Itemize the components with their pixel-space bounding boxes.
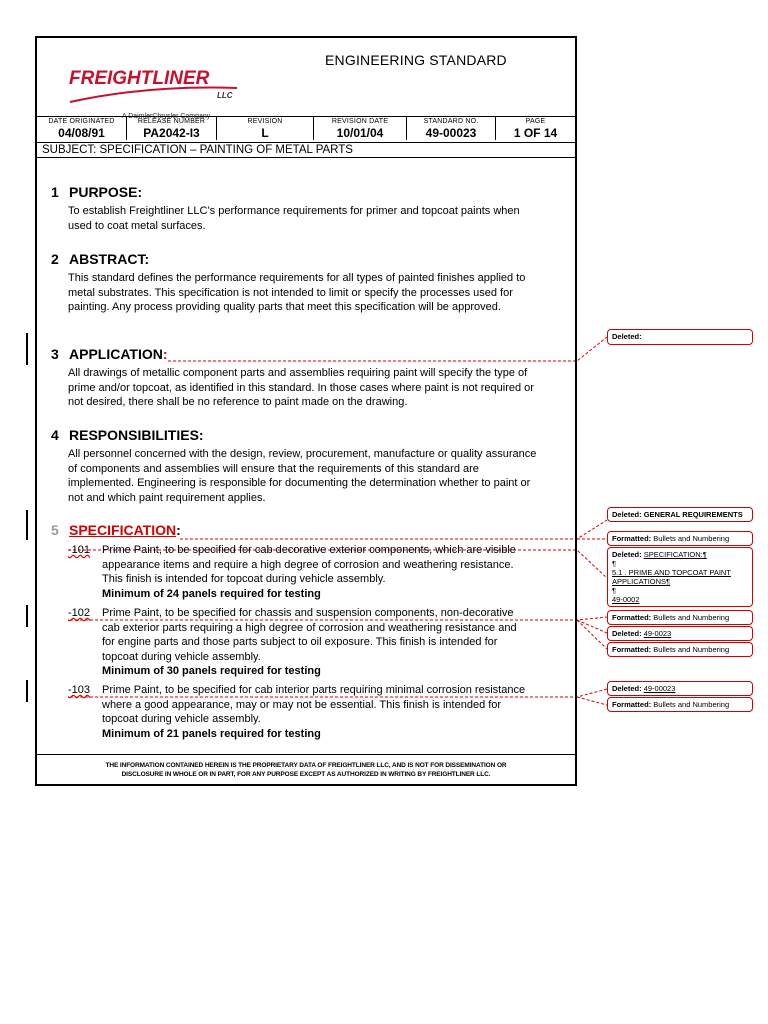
comment-balloon-formatted[interactable]: Formatted: Bullets and Numbering [607, 697, 753, 712]
comment-balloon-formatted[interactable]: Formatted: Bullets and Numbering [607, 531, 753, 546]
header-info-table [37, 116, 575, 140]
change-bar [26, 333, 28, 365]
label-revision-date: REVISION DATE [331, 118, 389, 125]
label-page: PAGE [525, 118, 546, 125]
logo-tagline: A DaimlerChrysler Company [122, 113, 211, 120]
value-revision-date: 10/01/04 [336, 126, 384, 140]
logo-llc: LLC [217, 91, 233, 100]
comment-balloon-formatted[interactable]: Formatted: Bullets and Numbering [607, 610, 753, 625]
section-purpose-heading: 1 PURPOSE: [51, 184, 143, 200]
spec-item-102: -102 Prime Paint, to be specified for chassis and suspension components, non-decorative cab exterior parts requiring a high degree of corrosion and weathering resistance and for engine parts and those parts subject to oil exposure. This finish is intended for topcoat during vehicle assembly. Minimum of 30 panels required for testing [68, 607, 517, 677]
spec-item-103: -103 Prime Paint, to be specified for cab interior parts requiring minimal corrosion resistance where a good appearance, may or may not be essential. This finish is intended for topcoat during vehicle assembly. Minimum of 21 panels required for testing [68, 684, 526, 740]
change-bar [26, 605, 28, 627]
proprietary-footer: THE INFORMATION CONTAINED HEREIN IS THE PROPRIETARY DATA OF FREIGHTLINER LLC, AND IS NOT FOR DISSEMINATION OR DISCLOSURE IN WHOLE OR IN PART, FOR ANY PURPOSE EXCEPT AS AUTHORIZED IN WRITING BY FREIGHTLINER LLC. [37, 754, 575, 779]
label-standard-no: STANDARD NO. [423, 118, 479, 125]
section-application-heading: 3 APPLICATION: [51, 346, 168, 362]
change-bar [26, 510, 28, 540]
section-abstract-body: This standard defines the performance requirements for all types of painted finishes applied to metal substrates. This specification is not intended to limit or specify the processes used for painting. Any process providing quality parts that meet this specification will be approved. [68, 272, 526, 313]
comment-balloon-deleted[interactable]: Deleted: 49-00023 [607, 681, 753, 696]
label-revision: REVISION [247, 118, 283, 125]
section-specification-heading: 5 SPECIFICATION: [51, 522, 181, 538]
comment-balloon-formatted[interactable]: Formatted: Bullets and Numbering [607, 642, 753, 657]
section-application-body: All drawings of metallic component parts and assemblies requiring paint will specify the type of prime and/or topcoat, as identified in this standard. In those cases where paint is not required or not desired, there shall be no reference to paint made on the drawing. [68, 367, 534, 408]
comment-balloon-deleted[interactable]: Deleted: 49-0023 [607, 626, 753, 641]
value-revision: L [261, 126, 269, 140]
document-page [35, 36, 577, 786]
section-abstract-heading: 2 ABSTRACT: [51, 251, 150, 267]
spec-item-101: -101 Prime Paint, to be specified for cab decorative exterior components, which are visible appearance items and require a high degree of corrosion and weathering resistance. This finish is intended for topcoat during vehicle assembly. Minimum of 24 panels required for testing [68, 544, 516, 600]
subject-line: SUBJECT: SPECIFICATION – PAINTING OF METAL PARTS [37, 142, 575, 158]
comment-balloon-deleted[interactable]: Deleted: GENERAL REQUIREMENTS [607, 507, 753, 522]
label-date-originated: DATE ORIGINATED [48, 118, 115, 125]
comment-balloon-deleted[interactable]: Deleted: [607, 329, 753, 345]
label-release-number: RELEASE NUMBER [137, 118, 206, 125]
logo-wordmark: FREIGHTLINER [69, 68, 210, 89]
value-standard-no: 49-00023 [425, 126, 477, 140]
document-type: ENGINEERING STANDARD [325, 52, 507, 68]
value-page: 1 OF 14 [513, 126, 558, 140]
comment-balloon-deleted[interactable]: Deleted: SPECIFICATION:¶ ¶ 5.1 . PRIME AND TOPCOAT PAINT APPLICATIONS¶ ¶ 49-0002 [607, 547, 753, 607]
change-bar [26, 680, 28, 702]
section-responsibilities-body: All personnel concerned with the design, review, procurement, manufacture or quality assurance of components and assemblies will ensure that the requirements of this standard are implemented. Engineering is responsible for documenting the determination whether to paint or not and which paint requirement applies. [68, 448, 537, 504]
section-purpose-body: To establish Freightliner LLC’s performance requirements for primer and topcoat paints when used to coat metal surfaces. [68, 205, 520, 232]
section-responsibilities-heading: 4 RESPONSIBILITIES: [51, 427, 204, 443]
value-date-originated: 04/08/91 [58, 126, 105, 140]
value-release-number: PA2042-I3 [143, 126, 200, 140]
